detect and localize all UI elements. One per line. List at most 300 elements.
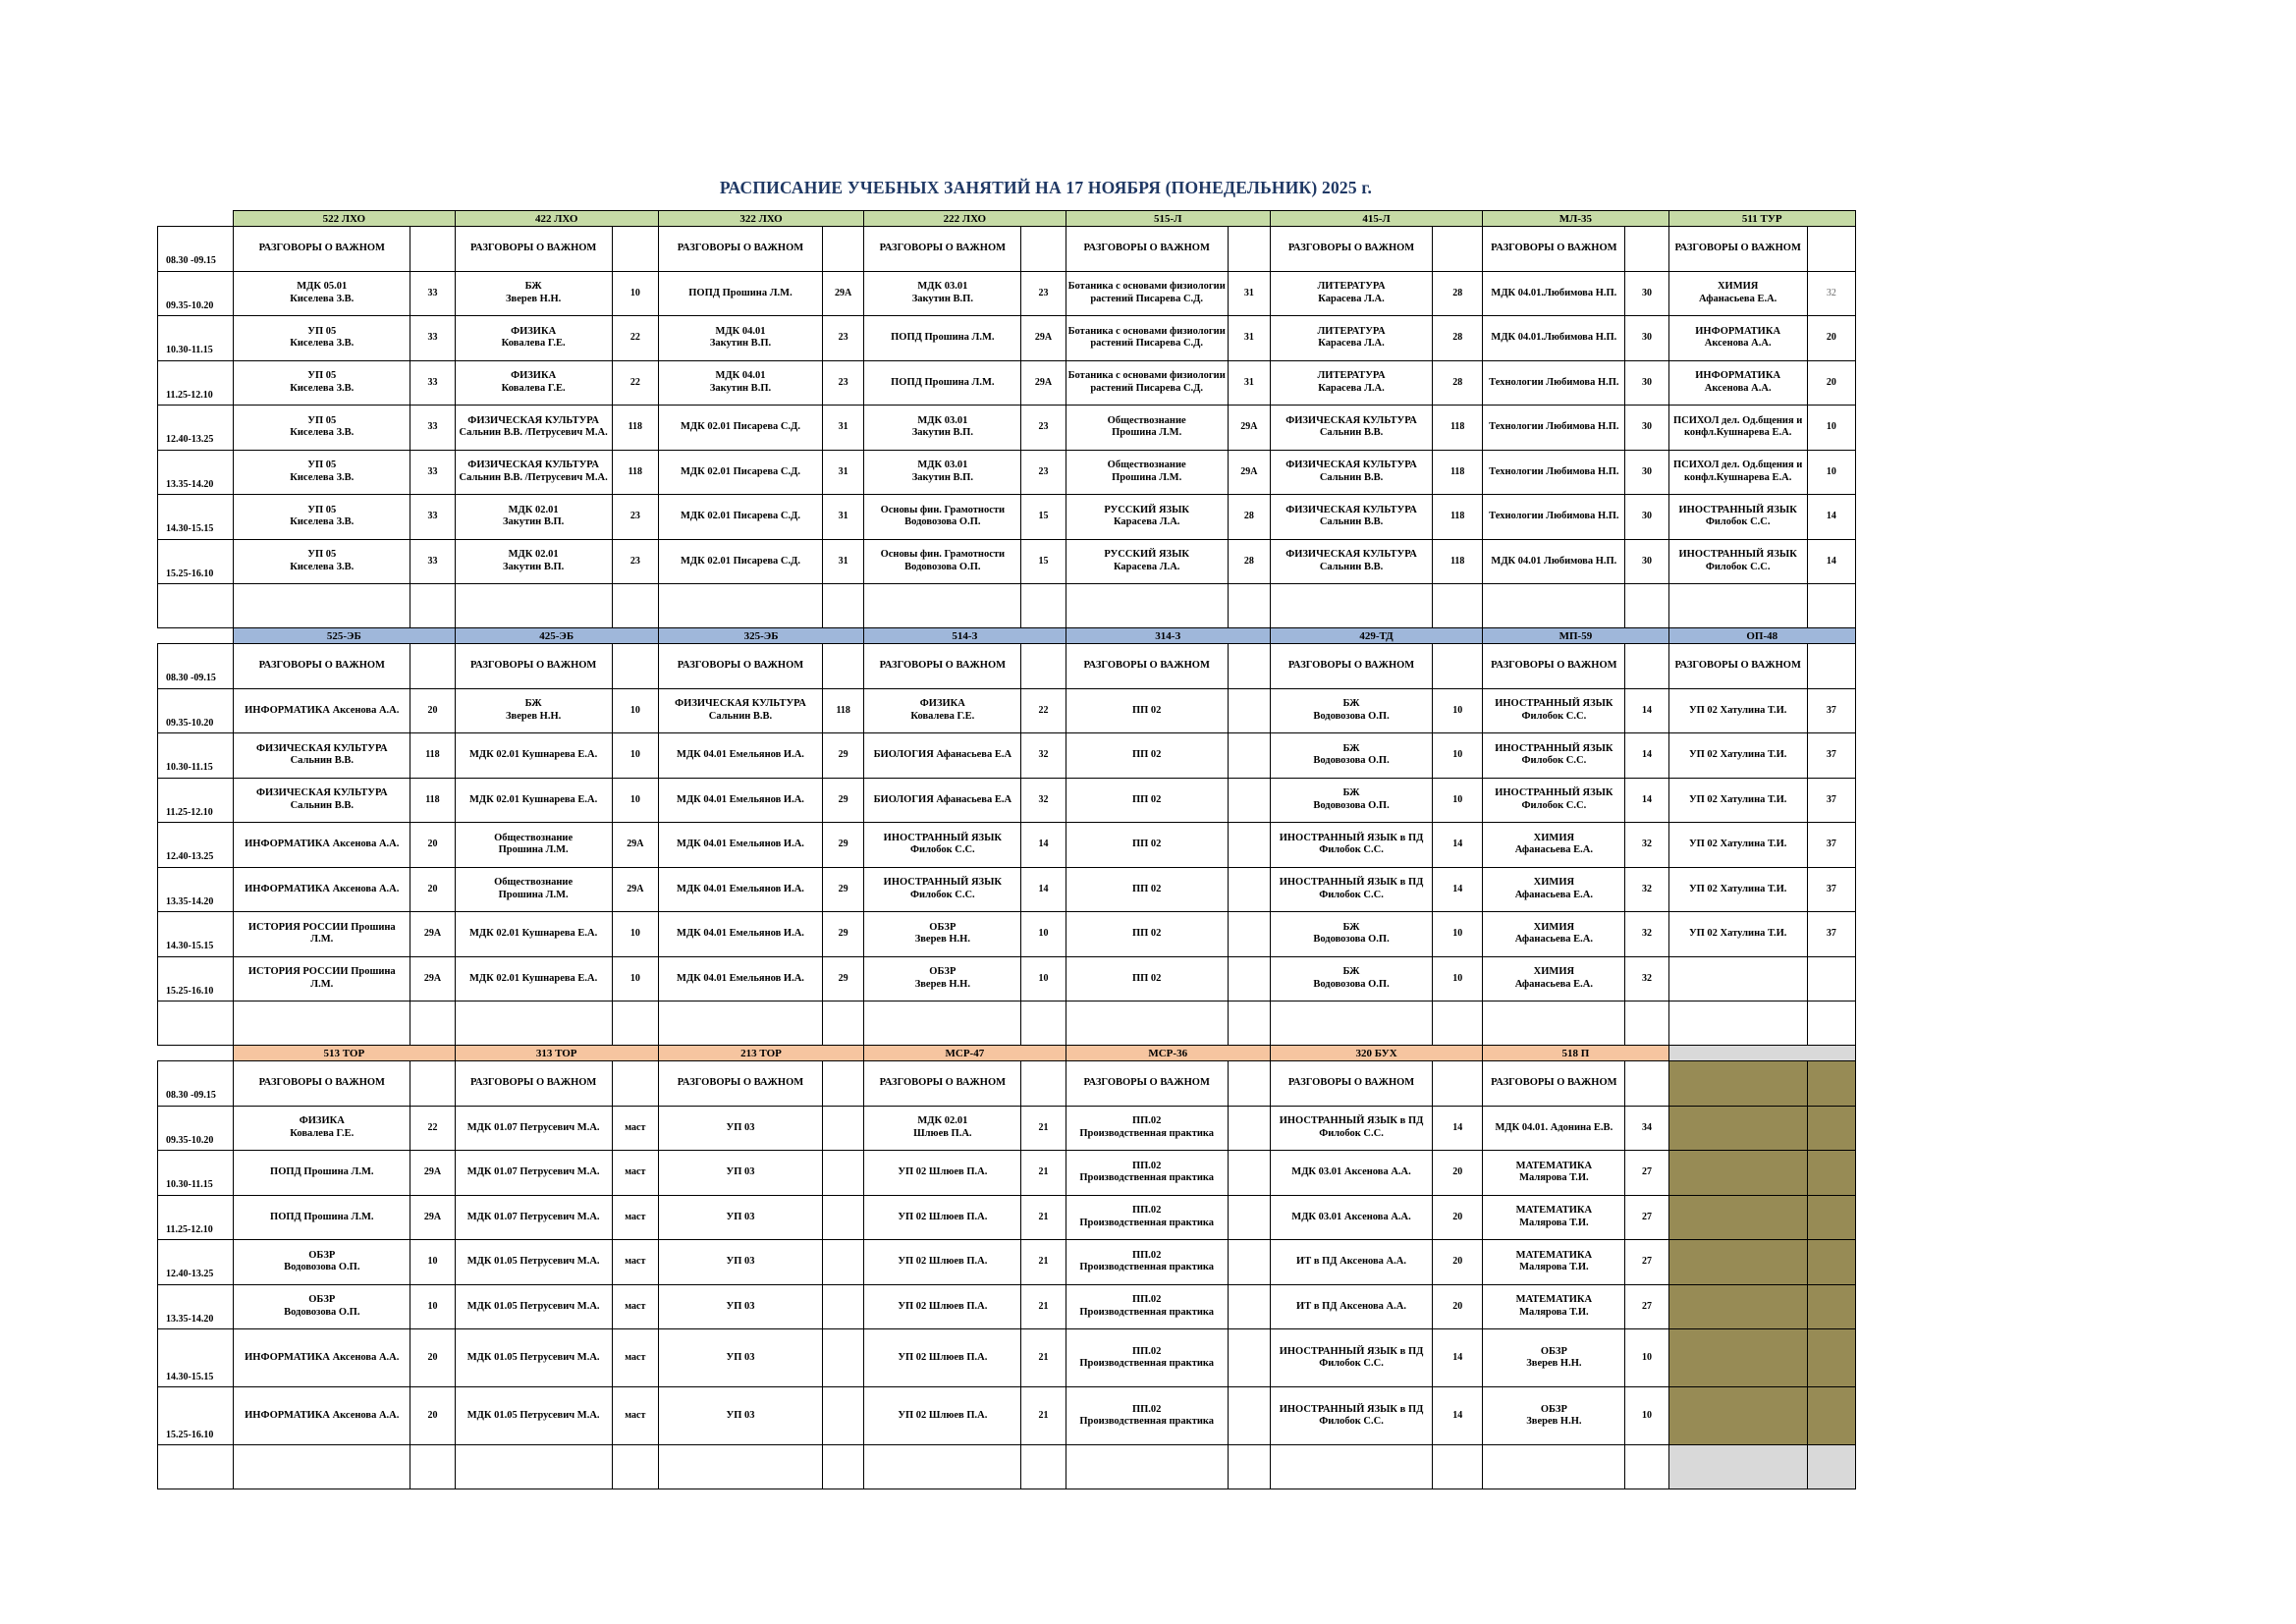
subject-cell: Ботаника с основами физиологии растений Писарева С.Д. — [1066, 360, 1228, 406]
subject-cell: УП 02 Шлюев П.А. — [864, 1329, 1021, 1387]
subject-cell: ФИЗИЧЕСКАЯ КУЛЬТУРА Сальнин В.В. — [1270, 450, 1432, 495]
room-cell — [823, 1151, 864, 1196]
room-cell: 37 — [1807, 688, 1855, 733]
subject-cell: ПСИХОЛ дел. Од.бщения и конфл.Кушнарева Е.А. — [1668, 450, 1807, 495]
subject-cell: Обществознание Прошина Л.М. — [1066, 450, 1228, 495]
lesson-row — [158, 1106, 1856, 1151]
room-cell: маст — [612, 1284, 658, 1329]
group-header: 513 ТОР — [234, 1046, 455, 1061]
subject-cell: ФИЗИЧЕСКАЯ КУЛЬТУРА Сальнин В.В. /Петрусевич М.А. — [455, 406, 612, 451]
room-cell: 20 — [1433, 1151, 1483, 1196]
subject-cell: УП 03 — [658, 1106, 822, 1151]
group-header: 222 ЛХО — [864, 211, 1066, 227]
blank-cell — [158, 1445, 234, 1489]
blank-cell — [234, 1445, 410, 1489]
corner-cell — [158, 211, 234, 227]
room-cell: 14 — [1625, 778, 1668, 823]
blank-cell — [658, 1001, 822, 1046]
room-cell: 30 — [1625, 271, 1668, 316]
lesson-row — [158, 688, 1856, 733]
subject-cell: БЖ Водовозова О.П. — [1270, 912, 1432, 957]
subject-cell: МДК 04.01.Любимова Н.П. — [1483, 271, 1625, 316]
subject-cell: ИНОСТРАННЫЙ ЯЗЫК в ПД Филобок С.С. — [1270, 867, 1432, 912]
room-cell: 27 — [1625, 1240, 1668, 1285]
subject-cell: ХИМИЯ Афанасьева Е.А. — [1483, 912, 1625, 957]
blank-cell — [1807, 1001, 1855, 1046]
subject-cell: ПОПД Прошина Л.М. — [234, 1151, 410, 1196]
subject-cell: ИНОСТРАННЫЙ ЯЗЫК Филобок С.С. — [1483, 688, 1625, 733]
subject-cell — [1668, 1387, 1807, 1445]
subject-cell: ИНОСТРАННЫЙ ЯЗЫК Филобок С.С. — [1668, 495, 1807, 540]
room-cell: 29А — [612, 823, 658, 868]
room-cell — [1807, 1195, 1855, 1240]
room-cell: 29 — [823, 778, 864, 823]
subject-cell: БЖ Водовозова О.П. — [1270, 733, 1432, 779]
room-cell: 10 — [612, 733, 658, 779]
group-header: 325-ЭБ — [658, 628, 863, 644]
room-cell: 10 — [612, 688, 658, 733]
room-cell: 29 — [823, 823, 864, 868]
room-cell: 31 — [823, 539, 864, 584]
subject-cell: УП 03 — [658, 1195, 822, 1240]
room-cell — [1807, 1106, 1855, 1151]
lesson-row — [158, 778, 1856, 823]
subject-cell: ОБЗР Зверев Н.Н. — [1483, 1329, 1625, 1387]
corner-cell — [158, 628, 234, 644]
subject-cell: ОБЗР Зверев Н.Н. — [864, 912, 1021, 957]
room-cell: 37 — [1807, 778, 1855, 823]
room-cell: 10 — [1021, 912, 1066, 957]
page-title: РАСПИСАНИЕ УЧЕБНЫХ ЗАНЯТИЙ НА 17 НОЯБРЯ (ПОНЕДЕЛЬНИК) 2025 г. — [719, 178, 1373, 197]
subject-cell: ПП 02 — [1066, 688, 1228, 733]
room-cell — [1625, 644, 1668, 689]
room-cell — [612, 1061, 658, 1107]
lesson-row — [158, 1329, 1856, 1387]
subject-cell: ОБЗР Зверев Н.Н. — [1483, 1387, 1625, 1445]
subject-cell: ИНФОРМАТИКА Аксенова А.А. — [234, 867, 410, 912]
room-cell: 23 — [823, 316, 864, 361]
group-header: 525-ЭБ — [234, 628, 455, 644]
blank-cell — [455, 584, 612, 628]
subject-cell: МАТЕМАТИКА Малярова Т.И. — [1483, 1195, 1625, 1240]
room-cell: 22 — [1021, 688, 1066, 733]
room-cell: 23 — [1021, 271, 1066, 316]
subject-cell: ПОПД Прошина Л.М. — [864, 360, 1021, 406]
subject-cell: ПП.02 Производственная практика — [1066, 1106, 1228, 1151]
room-cell — [1807, 1061, 1855, 1107]
subject-cell: МДК 01.05 Петрусевич М.А. — [455, 1387, 612, 1445]
lesson-row — [158, 733, 1856, 779]
room-cell: маст — [612, 1329, 658, 1387]
room-cell — [1807, 227, 1855, 272]
time-cell: 13.35-14.20 — [158, 867, 234, 912]
subject-cell: РАЗГОВОРЫ О ВАЖНОМ — [455, 1061, 612, 1107]
subject-cell: ХИМИЯ Афанасьева Е.А. — [1483, 823, 1625, 868]
group-header: 511 ТУР — [1668, 211, 1855, 227]
room-cell — [1228, 1240, 1270, 1285]
room-cell — [1228, 1329, 1270, 1387]
subject-cell: УП 02 Хатулина Т.И. — [1668, 912, 1807, 957]
room-cell: маст — [612, 1387, 658, 1445]
subject-cell: МДК 02.01 Писарева С.Д. — [658, 406, 822, 451]
subject-cell: МДК 01.07 Петрусевич М.А. — [455, 1195, 612, 1240]
group-header-row — [158, 1046, 1856, 1061]
subject-cell: ФИЗИЧЕСКАЯ КУЛЬТУРА Сальнин В.В. — [1270, 539, 1432, 584]
subject-cell: УП 05 Киселева З.В. — [234, 495, 410, 540]
subject-cell: ХИМИЯ Афанасьева Е.А. — [1483, 867, 1625, 912]
blank-cell — [1483, 1001, 1625, 1046]
group-header: 522 ЛХО — [234, 211, 455, 227]
room-cell: 10 — [612, 956, 658, 1001]
room-cell: 31 — [823, 495, 864, 540]
subject-cell: ОБЗР Водовозова О.П. — [234, 1240, 410, 1285]
blank-cell — [1228, 1001, 1270, 1046]
subject-cell: ФИЗИЧЕСКАЯ КУЛЬТУРА Сальнин В.В. — [234, 778, 410, 823]
room-cell: 23 — [1021, 450, 1066, 495]
room-cell: 22 — [410, 1106, 455, 1151]
group-header: 429-ТД — [1270, 628, 1482, 644]
subject-cell: ЛИТЕРАТУРА Карасева Л.А. — [1270, 316, 1432, 361]
subject-cell: МДК 01.05 Петрусевич М.А. — [455, 1240, 612, 1285]
lesson-row — [158, 495, 1856, 540]
subject-cell: МДК 02.01 Писарева С.Д. — [658, 539, 822, 584]
room-cell: 14 — [1625, 733, 1668, 779]
room-cell: 118 — [612, 406, 658, 451]
subject-cell: БЖ Водовозова О.П. — [1270, 778, 1432, 823]
blank-cell — [864, 1445, 1021, 1489]
subject-cell: МДК 04.01 Емельянов И.А. — [658, 912, 822, 957]
blank-row — [158, 1445, 1856, 1489]
subject-cell: ПП.02 Производственная практика — [1066, 1284, 1228, 1329]
room-cell: 30 — [1625, 495, 1668, 540]
room-cell: 118 — [823, 688, 864, 733]
room-cell: 32 — [1625, 867, 1668, 912]
subject-cell: ПОПД Прошина Л.М. — [864, 316, 1021, 361]
subject-cell: УП 03 — [658, 1151, 822, 1196]
subject-cell: УП 02 Хатулина Т.И. — [1668, 823, 1807, 868]
room-cell: 33 — [410, 271, 455, 316]
subject-cell: Обществознание Прошина Л.М. — [455, 867, 612, 912]
subject-cell: ЛИТЕРАТУРА Карасева Л.А. — [1270, 360, 1432, 406]
room-cell: маст — [612, 1240, 658, 1285]
lesson-row — [158, 1151, 1856, 1196]
subject-cell: ИНОСТРАННЫЙ ЯЗЫК Филобок С.С. — [864, 867, 1021, 912]
room-cell: 29 — [823, 956, 864, 1001]
room-cell: 30 — [1625, 360, 1668, 406]
subject-cell: ПП.02 Производственная практика — [1066, 1195, 1228, 1240]
time-cell: 08.30 -09.15 — [158, 227, 234, 272]
room-cell: 20 — [410, 1329, 455, 1387]
subject-cell: ПСИХОЛ дел. Од.бщения и конфл.Кушнарева Е.А. — [1668, 406, 1807, 451]
room-cell: 29А — [823, 271, 864, 316]
blank-cell — [455, 1445, 612, 1489]
blank-cell — [1021, 1001, 1066, 1046]
subject-cell: МДК 02.01 Кушнарева Е.А. — [455, 956, 612, 1001]
subject-cell: УП 02 Шлюев П.А. — [864, 1284, 1021, 1329]
room-cell: 32 — [1021, 733, 1066, 779]
subject-cell: ЛИТЕРАТУРА Карасева Л.А. — [1270, 271, 1432, 316]
time-cell: 13.35-14.20 — [158, 1284, 234, 1329]
room-cell: 23 — [1021, 406, 1066, 451]
room-cell — [612, 644, 658, 689]
room-cell: 10 — [410, 1284, 455, 1329]
subject-cell: ИСТОРИЯ РОССИИ Прошина Л.М. — [234, 956, 410, 1001]
room-cell — [1807, 956, 1855, 1001]
subject-cell: МДК 04.01 Закутин В.П. — [658, 316, 822, 361]
room-cell: 34 — [1625, 1106, 1668, 1151]
room-cell: 22 — [612, 360, 658, 406]
blank-cell — [1668, 584, 1807, 628]
blank-cell — [1270, 1001, 1432, 1046]
subject-cell: УП 05 Киселева З.В. — [234, 539, 410, 584]
group-header: 415-Л — [1270, 211, 1482, 227]
room-cell: 33 — [410, 539, 455, 584]
subject-cell — [1668, 1106, 1807, 1151]
group-header: 313 ТОР — [455, 1046, 658, 1061]
room-cell — [1625, 1061, 1668, 1107]
group-header: 425-ЭБ — [455, 628, 658, 644]
subject-cell: РАЗГОВОРЫ О ВАЖНОМ — [455, 644, 612, 689]
blank-cell — [612, 1001, 658, 1046]
blank-cell — [1625, 1001, 1668, 1046]
room-cell: 32 — [1625, 823, 1668, 868]
subject-cell: УП 02 Хатулина Т.И. — [1668, 867, 1807, 912]
subject-cell: МДК 04.01 Емельянов И.А. — [658, 778, 822, 823]
subject-cell: ПП 02 — [1066, 733, 1228, 779]
subject-cell: УП 03 — [658, 1387, 822, 1445]
room-cell: 31 — [1228, 316, 1270, 361]
blank-cell — [410, 1001, 455, 1046]
subject-cell: МДК 01.07 Петрусевич М.А. — [455, 1151, 612, 1196]
time-cell: 14.30-15.15 — [158, 1329, 234, 1387]
lesson-row — [158, 1061, 1856, 1107]
room-cell: 28 — [1433, 360, 1483, 406]
subject-cell: РАЗГОВОРЫ О ВАЖНОМ — [1066, 644, 1228, 689]
room-cell: 29А — [1021, 360, 1066, 406]
room-cell: 14 — [1433, 867, 1483, 912]
room-cell: 20 — [410, 867, 455, 912]
room-cell: 10 — [1433, 912, 1483, 957]
time-cell: 12.40-13.25 — [158, 406, 234, 451]
subject-cell: УП 02 Шлюев П.А. — [864, 1240, 1021, 1285]
room-cell: 20 — [1433, 1284, 1483, 1329]
room-cell — [1228, 644, 1270, 689]
subject-cell: Ботаника с основами физиологии растений Писарева С.Д. — [1066, 316, 1228, 361]
subject-cell: МДК 02.01 Шлюев П.А. — [864, 1106, 1021, 1151]
room-cell: 14 — [1433, 1329, 1483, 1387]
room-cell: 30 — [1625, 450, 1668, 495]
subject-cell: ИНОСТРАННЫЙ ЯЗЫК в ПД Филобок С.С. — [1270, 1106, 1432, 1151]
blank-cell — [1066, 1445, 1228, 1489]
room-cell — [1807, 1329, 1855, 1387]
room-cell — [1807, 1151, 1855, 1196]
room-cell: 29А — [410, 956, 455, 1001]
room-cell: 118 — [612, 450, 658, 495]
subject-cell: БЖ Зверев Н.Н. — [455, 271, 612, 316]
room-cell: 29А — [1228, 450, 1270, 495]
blank-cell — [658, 1445, 822, 1489]
subject-cell — [1668, 956, 1807, 1001]
subject-cell: РАЗГОВОРЫ О ВАЖНОМ — [864, 227, 1021, 272]
subject-cell — [1668, 1151, 1807, 1196]
room-cell: 10 — [1433, 778, 1483, 823]
blank-cell — [1668, 1001, 1807, 1046]
room-cell: 28 — [1433, 316, 1483, 361]
time-cell: 15.25-16.10 — [158, 539, 234, 584]
subject-cell: РАЗГОВОРЫ О ВАЖНОМ — [1668, 227, 1807, 272]
lesson-row — [158, 360, 1856, 406]
room-cell: 10 — [1433, 733, 1483, 779]
subject-cell: ИНОСТРАННЫЙ ЯЗЫК Филобок С.С. — [1483, 733, 1625, 779]
room-cell — [612, 227, 658, 272]
subject-cell: Обществознание Прошина Л.М. — [1066, 406, 1228, 451]
group-header: 514-З — [864, 628, 1066, 644]
room-cell: 33 — [410, 450, 455, 495]
subject-cell: РАЗГОВОРЫ О ВАЖНОМ — [234, 1061, 410, 1107]
subject-cell: МДК 02.01 Писарева С.Д. — [658, 450, 822, 495]
room-cell: 14 — [1807, 495, 1855, 540]
room-cell — [1021, 227, 1066, 272]
subject-cell: ФИЗИЧЕСКАЯ КУЛЬТУРА Сальнин В.В. — [658, 688, 822, 733]
room-cell: 31 — [823, 406, 864, 451]
subject-cell: РУССКИЙ ЯЗЫК Карасева Л.А. — [1066, 495, 1228, 540]
subject-cell: ФИЗИЧЕСКАЯ КУЛЬТУРА Сальнин В.В. — [234, 733, 410, 779]
lesson-row — [158, 316, 1856, 361]
subject-cell: ФИЗИКА Ковалева Г.Е. — [234, 1106, 410, 1151]
room-cell — [823, 1106, 864, 1151]
room-cell: 10 — [410, 1240, 455, 1285]
subject-cell: УП 02 Хатулина Т.И. — [1668, 688, 1807, 733]
room-cell: 14 — [1433, 1387, 1483, 1445]
subject-cell: РАЗГОВОРЫ О ВАЖНОМ — [1066, 1061, 1228, 1107]
blank-cell — [1066, 1001, 1228, 1046]
room-cell — [1433, 1061, 1483, 1107]
room-cell — [1807, 1284, 1855, 1329]
subject-cell: ПП.02 Производственная практика — [1066, 1151, 1228, 1196]
time-cell: 11.25-12.10 — [158, 778, 234, 823]
blank-cell — [1021, 584, 1066, 628]
group-header: МП-59 — [1483, 628, 1668, 644]
group-header: 314-З — [1066, 628, 1270, 644]
subject-cell: РАЗГОВОРЫ О ВАЖНОМ — [1483, 1061, 1625, 1107]
subject-cell: ИСТОРИЯ РОССИИ Прошина Л.М. — [234, 912, 410, 957]
room-cell: 21 — [1021, 1387, 1066, 1445]
time-cell: 09.35-10.20 — [158, 271, 234, 316]
blank-cell — [1483, 584, 1625, 628]
room-cell: 10 — [1625, 1329, 1668, 1387]
room-cell: 31 — [1228, 360, 1270, 406]
blank-cell — [234, 584, 410, 628]
blank-cell — [1066, 584, 1228, 628]
subject-cell: РАЗГОВОРЫ О ВАЖНОМ — [1270, 1061, 1432, 1107]
subject-cell: БИОЛОГИЯ Афанасьева Е.А — [864, 733, 1021, 779]
blank-cell — [1228, 584, 1270, 628]
room-cell — [1228, 227, 1270, 272]
room-cell: 28 — [1228, 495, 1270, 540]
room-cell: 14 — [1433, 823, 1483, 868]
room-cell: 118 — [1433, 495, 1483, 540]
subject-cell: ИНОСТРАННЫЙ ЯЗЫК Филобок С.С. — [864, 823, 1021, 868]
subject-cell: БЖ Водовозова О.П. — [1270, 956, 1432, 1001]
lesson-row — [158, 1195, 1856, 1240]
subject-cell: МДК 02.01 Кушнарева Е.А. — [455, 912, 612, 957]
time-cell: 14.30-15.15 — [158, 495, 234, 540]
room-cell: 14 — [1021, 823, 1066, 868]
subject-cell: РАЗГОВОРЫ О ВАЖНОМ — [658, 644, 822, 689]
subject-cell: РАЗГОВОРЫ О ВАЖНОМ — [1668, 644, 1807, 689]
subject-cell: УП 05 Киселева З.В. — [234, 360, 410, 406]
subject-cell: УП 02 Шлюев П.А. — [864, 1387, 1021, 1445]
subject-cell: МДК 03.01 Закутин В.П. — [864, 406, 1021, 451]
room-cell: 14 — [1021, 867, 1066, 912]
subject-cell: ИТ в ПД Аксенова А.А. — [1270, 1240, 1432, 1285]
room-cell: 31 — [1228, 271, 1270, 316]
room-cell: маст — [612, 1151, 658, 1196]
blank-cell — [1021, 1445, 1066, 1489]
room-cell: 27 — [1625, 1195, 1668, 1240]
lesson-row — [158, 644, 1856, 689]
subject-cell: МДК 03.01 Закутин В.П. — [864, 450, 1021, 495]
lesson-row — [158, 1284, 1856, 1329]
subject-cell: РАЗГОВОРЫ О ВАЖНОМ — [1483, 227, 1625, 272]
subject-cell: Технологии Любимова Н.П. — [1483, 450, 1625, 495]
subject-cell: РАЗГОВОРЫ О ВАЖНОМ — [658, 1061, 822, 1107]
subject-cell: МДК 02.01 Кушнарева Е.А. — [455, 733, 612, 779]
subject-cell: РАЗГОВОРЫ О ВАЖНОМ — [1483, 644, 1625, 689]
group-header: 213 ТОР — [658, 1046, 863, 1061]
time-cell: 12.40-13.25 — [158, 823, 234, 868]
blank-cell — [823, 1445, 864, 1489]
room-cell: 27 — [1625, 1151, 1668, 1196]
room-cell — [1807, 1387, 1855, 1445]
time-cell: 09.35-10.20 — [158, 688, 234, 733]
blank-cell — [612, 584, 658, 628]
subject-cell: ИНФОРМАТИКА Аксенова А.А. — [1668, 316, 1807, 361]
subject-cell: ФИЗИКА Ковалева Г.Е. — [864, 688, 1021, 733]
lesson-row — [158, 539, 1856, 584]
subject-cell: Ботаника с основами физиологии растений Писарева С.Д. — [1066, 271, 1228, 316]
room-cell: 21 — [1021, 1106, 1066, 1151]
room-cell: 10 — [1433, 956, 1483, 1001]
subject-cell: ФИЗИКА Ковалева Г.Е. — [455, 316, 612, 361]
room-cell: 29А — [1228, 406, 1270, 451]
room-cell: 118 — [1433, 406, 1483, 451]
subject-cell: МДК 01.05 Петрусевич М.А. — [455, 1329, 612, 1387]
subject-cell: ПП.02 Производственная практика — [1066, 1387, 1228, 1445]
room-cell: 29А — [1021, 316, 1066, 361]
time-cell: 10.30-11.15 — [158, 1151, 234, 1196]
room-cell: маст — [612, 1106, 658, 1151]
subject-cell: ПП.02 Производственная практика — [1066, 1240, 1228, 1285]
room-cell — [823, 1329, 864, 1387]
subject-cell: БИОЛОГИЯ Афанасьева Е.А — [864, 778, 1021, 823]
subject-cell — [1668, 1061, 1807, 1107]
room-cell — [823, 1284, 864, 1329]
room-cell — [1228, 733, 1270, 779]
room-cell: 10 — [1433, 688, 1483, 733]
subject-cell: Технологии Любимова Н.П. — [1483, 406, 1625, 451]
room-cell — [1021, 1061, 1066, 1107]
subject-cell — [1668, 1195, 1807, 1240]
room-cell: 33 — [410, 495, 455, 540]
group-header-row — [158, 628, 1856, 644]
room-cell: 10 — [1807, 406, 1855, 451]
subject-cell: ПП 02 — [1066, 956, 1228, 1001]
subject-cell: ИНОСТРАННЫЙ ЯЗЫК Филобок С.С. — [1483, 778, 1625, 823]
blank-cell — [1483, 1445, 1625, 1489]
blank-cell — [158, 584, 234, 628]
room-cell — [1807, 644, 1855, 689]
